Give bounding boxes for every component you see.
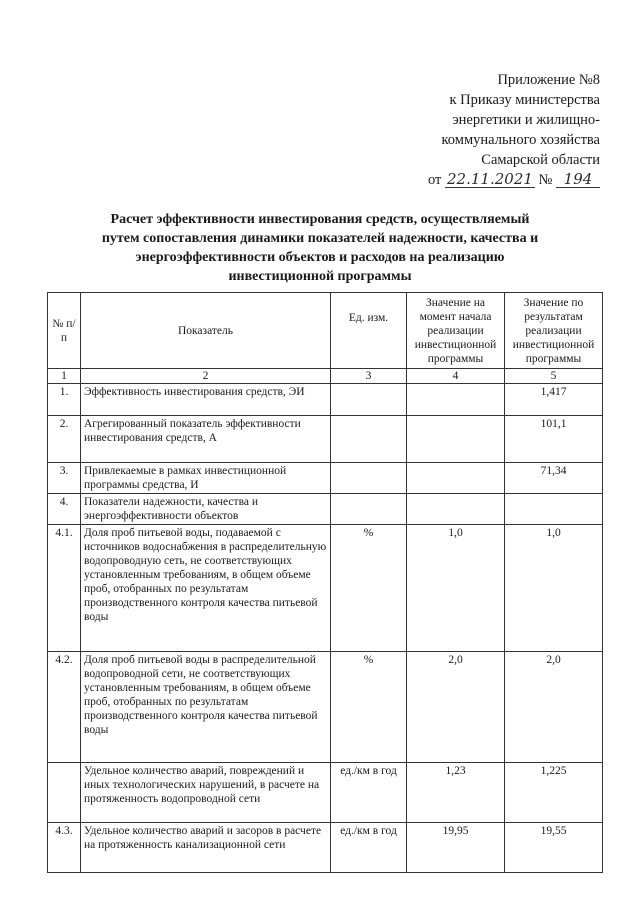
row-unit [331, 494, 407, 525]
row-num: 3. [48, 463, 81, 494]
row-unit [331, 384, 407, 416]
row-result-value: 1,225 [505, 763, 603, 823]
attachment-line-1: Приложение №8 [497, 72, 600, 88]
column-number: 2 [81, 369, 331, 384]
row-num: 2. [48, 416, 81, 463]
row-start-value: 19,95 [407, 823, 505, 873]
row-indicator: Доля проб питьевой воды в распределительной водопроводной сети, не соответствующих установленным требованиям, в общем объеме проб, отобранных по результатам производственного контроля качества питьевой воды [81, 652, 331, 763]
attachment-line-5: Самарской области [481, 152, 600, 168]
row-result-value: 19,55 [505, 823, 603, 873]
row-start-value [407, 494, 505, 525]
row-indicator: Агрегированный показатель эффективности инвестирования средств, А [81, 416, 331, 463]
table-row [48, 525, 603, 652]
row-unit [331, 463, 407, 494]
row-result-value: 1,0 [505, 525, 603, 652]
table-header-row [48, 293, 603, 369]
column-number: 3 [331, 369, 407, 384]
row-start-value: 1,23 [407, 763, 505, 823]
attachment-line-3: энергетики и жилищно- [452, 112, 600, 128]
attachment-block [428, 70, 600, 190]
column-number: 4 [407, 369, 505, 384]
column-number-row [48, 369, 603, 384]
header-start-value: Значение на момент начала реализации инвестиционной программы [407, 293, 505, 369]
row-unit: % [331, 525, 407, 652]
header-num: № п/п [48, 293, 81, 369]
date-prefix: от [427, 172, 442, 188]
row-num: 1. [48, 384, 81, 416]
row-num: 4.3. [48, 823, 81, 873]
row-unit [331, 416, 407, 463]
row-indicator: Удельное количество аварий и засоров в расчете на протяженность канализационной сети [81, 823, 331, 873]
row-start-value: 1,0 [407, 525, 505, 652]
row-num: 4.1. [48, 525, 81, 652]
row-start-value [407, 384, 505, 416]
row-result-value: 101,1 [505, 416, 603, 463]
row-indicator: Показатели надежности, качества и энергоэффективности объектов [81, 494, 331, 525]
row-indicator: Привлекаемые в рамках инвестиционной программы средства, И [81, 463, 331, 494]
table-row [48, 494, 603, 525]
order-date: 22.11.2021 [447, 170, 533, 188]
row-indicator: Эффективность инвестирования средств, ЭИ [81, 384, 331, 416]
row-unit: % [331, 652, 407, 763]
column-number: 1 [48, 369, 81, 384]
row-indicator: Удельное количество аварий, повреждений и иных технологических нарушений, в расчете на протяженность водопроводной сети [81, 763, 331, 823]
attachment-date-line [428, 170, 600, 190]
attachment-line-4: коммунального хозяйства [441, 132, 600, 148]
header-indicator: Показатель [81, 293, 331, 369]
row-result-value: 2,0 [505, 652, 603, 763]
number-prefix: № [538, 172, 553, 188]
table-row [48, 384, 603, 416]
row-num: 4.2. [48, 652, 81, 763]
row-start-value: 2,0 [407, 652, 505, 763]
row-indicator: Доля проб питьевой воды, подаваемой с источников водоснабжения в распределительную водопроводную сеть, не соответствующих установленным требованиям, в общем объеме проб, отобранных по результатам производственного контроля качества питьевой воды [81, 525, 331, 652]
table-row [48, 416, 603, 463]
table-row [48, 463, 603, 494]
header-result-value: Значение по результатам реализации инвестиционной программы [505, 293, 603, 369]
row-unit: ед./км в год [331, 763, 407, 823]
row-num: 4. [48, 494, 81, 525]
document-title: Расчет эффективности инвестирования средств, осуществляемый путем сопоставления динамики показателей надежности, качества и энергоэффективности объектов и расходов на реализацию инвестиционной программы [101, 212, 539, 284]
column-number: 5 [505, 369, 603, 384]
order-number: 194 [556, 171, 600, 188]
row-result-value [505, 494, 603, 525]
row-start-value [407, 416, 505, 463]
table-row [48, 652, 603, 763]
row-unit: ед./км в год [331, 823, 407, 873]
attachment-line-2: к Приказу министерства [449, 92, 600, 108]
row-result-value: 1,417 [505, 384, 603, 416]
efficiency-table [47, 292, 603, 873]
row-start-value [407, 463, 505, 494]
row-num [48, 763, 81, 823]
table-row [48, 823, 603, 873]
header-unit: Ед. изм. [331, 293, 407, 369]
row-result-value: 71,34 [505, 463, 603, 494]
table-row [48, 763, 603, 823]
